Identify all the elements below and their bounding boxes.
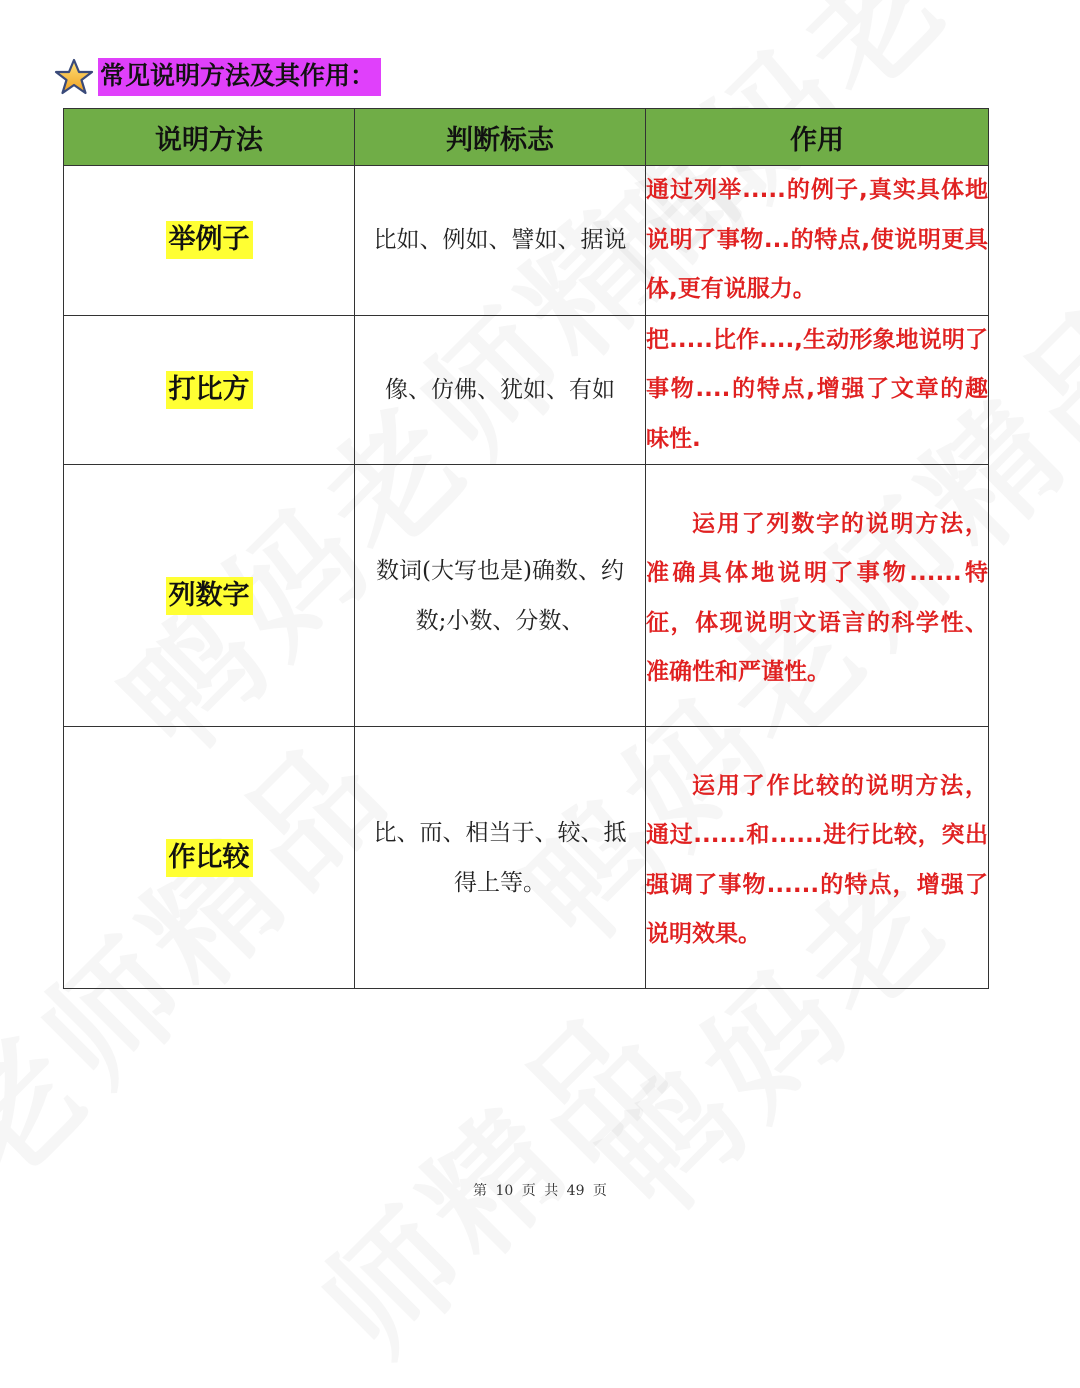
indicator-text: 比、而、相当于、较、抵得上等。 — [373, 819, 627, 896]
table-header-row — [64, 109, 989, 166]
indicator-text: 比如、例如、譬如、据说 — [373, 227, 627, 254]
table-row — [64, 727, 989, 989]
indicator-text: 像、仿佛、犹如、有如 — [385, 376, 615, 403]
column-header-method: 说明方法 — [64, 109, 355, 166]
method-name: 打比方 — [166, 371, 253, 409]
effect-cell — [646, 166, 989, 316]
column-header-indicator: 判断标志 — [355, 109, 646, 166]
indicator-cell — [355, 315, 646, 465]
indicator-cell — [355, 465, 646, 727]
table-row — [64, 315, 989, 465]
effect-text: 通过列举.....的例子,真实具体地说明了事物...的特点,使说明更具体,更有说服力。 — [646, 177, 988, 302]
method-name: 举例子 — [166, 221, 253, 259]
effect-cell — [646, 465, 989, 727]
effect-cell — [646, 727, 989, 989]
table-row — [64, 465, 989, 727]
indicator-cell — [355, 727, 646, 989]
method-cell — [64, 465, 355, 727]
effect-text: 把.....比作....,生动形象地说明了事物....的特点,增强了文章的趣味性. — [646, 326, 988, 452]
method-name: 列数字 — [166, 577, 253, 615]
section-heading — [54, 58, 381, 96]
table-row — [64, 166, 989, 316]
indicator-text: 数词(大写也是)确数、约数;小数、分数、 — [376, 557, 624, 634]
method-name: 作比较 — [166, 839, 253, 877]
indicator-cell — [355, 166, 646, 316]
effect-cell — [646, 315, 989, 465]
star-icon — [54, 58, 94, 96]
method-cell — [64, 727, 355, 989]
column-header-effect: 作用 — [646, 109, 989, 166]
watermark — [275, 959, 704, 1388]
effect-text: 运用了列数字的说明方法，准确具体地说明了事物......特征，体现说明文语言的科学性、准确性和严谨性。 — [646, 510, 988, 685]
effect-text: 运用了作比较的说明方法，通过......和......进行比较，突出强调了事物......的特点，增强了说明效果。 — [646, 772, 988, 947]
method-cell — [64, 315, 355, 465]
section-title: 常见说明方法及其作用： — [98, 58, 381, 96]
page-number: 第 10 页 共 49 页 — [473, 1183, 607, 1199]
method-cell — [64, 166, 355, 316]
methods-table — [63, 108, 989, 989]
